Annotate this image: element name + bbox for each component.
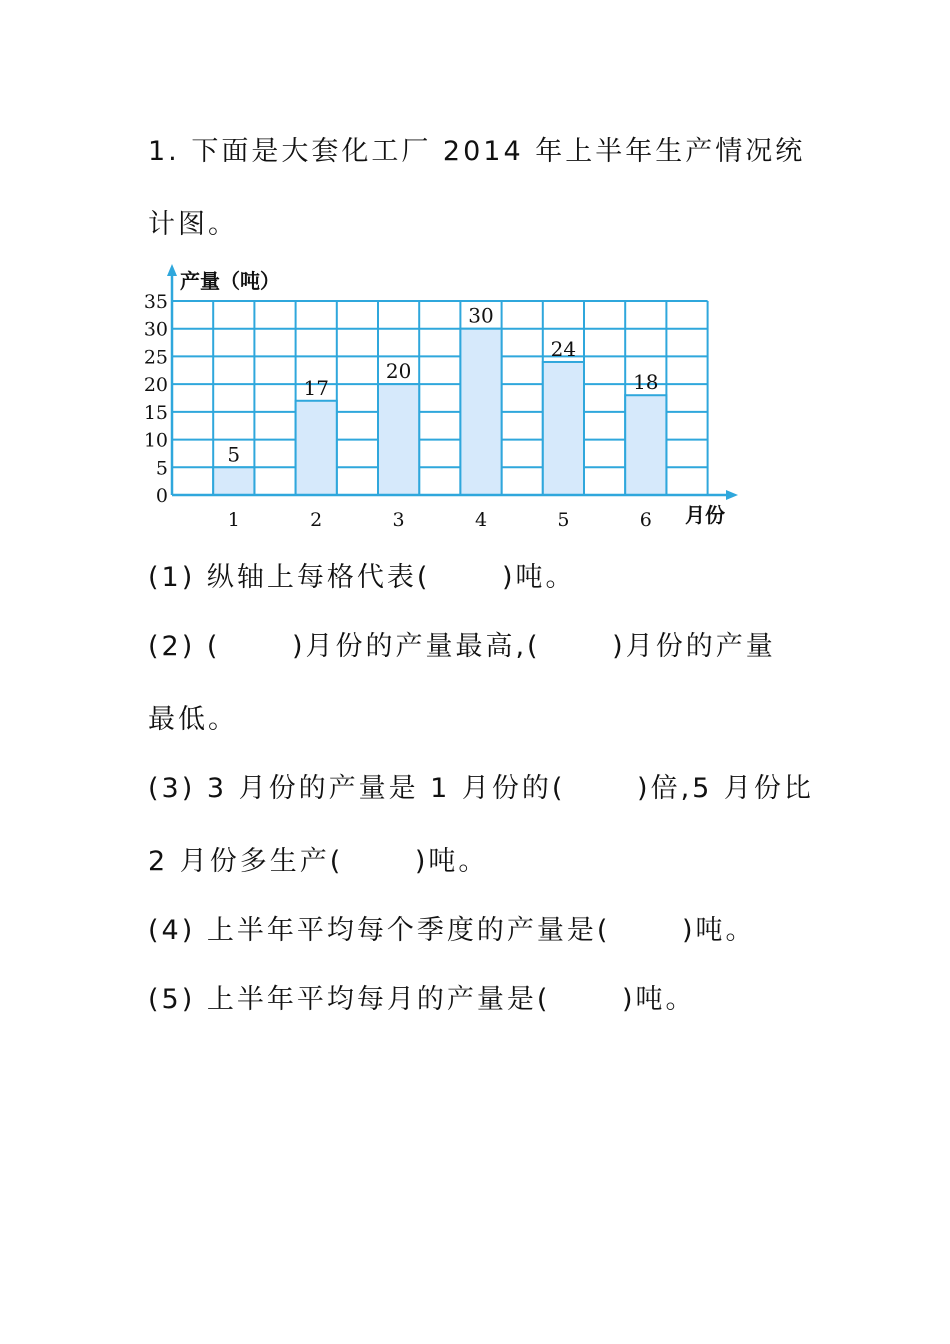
question-title-line2: 计图。 — [148, 209, 238, 240]
x-tick-labels — [228, 509, 652, 531]
sub-question-2-line2: 最低。 — [148, 704, 238, 735]
x-tick-label: 4 — [474, 509, 488, 531]
bar — [460, 329, 501, 495]
y-tick-label: 10 — [143, 429, 168, 452]
y-tick-label: 20 — [143, 374, 168, 397]
sub-question-3-line2: 2 月份多生产( )吨。 — [148, 846, 489, 877]
y-axis-arrow — [167, 264, 177, 276]
bar — [625, 395, 666, 495]
sub-question-5: (5) 上半年平均每月的产量是( )吨。 — [148, 984, 696, 1015]
bar-value-label: 5 — [227, 442, 241, 467]
bar — [543, 362, 584, 495]
bar-value-label: 30 — [468, 303, 494, 328]
bar — [296, 401, 337, 495]
bar-value-label: 20 — [385, 359, 412, 384]
x-tick-label: 6 — [639, 509, 652, 531]
y-tick-label: 5 — [155, 457, 168, 480]
bar — [378, 384, 419, 495]
x-tick-label: 1 — [227, 509, 240, 531]
x-axis-arrow — [726, 490, 738, 500]
production-bar-chart — [130, 262, 750, 542]
y-tick-label: 0 — [155, 485, 168, 507]
x-axis-title: 月份 — [685, 503, 725, 527]
question-title-line1: 1. 下面是大套化工厂 2014 年上半年生产情况统 — [148, 136, 806, 167]
y-tick-label: 30 — [143, 318, 168, 341]
bar-value-label: 24 — [550, 336, 577, 361]
sub-question-4: (4) 上半年平均每个季度的产量是( )吨。 — [148, 915, 756, 946]
bar-value-label: 18 — [633, 370, 659, 395]
sub-question-3-line1: (3) 3 月份的产量是 1 月份的( )倍,5 月份比 — [148, 773, 814, 804]
y-axis-title: 产量（吨） — [180, 269, 280, 293]
x-tick-label: 3 — [392, 509, 405, 531]
sub-question-1: (1) 纵轴上每格代表( )吨。 — [148, 562, 576, 593]
x-tick-label: 5 — [557, 509, 570, 531]
bar-value-label: 17 — [303, 375, 329, 400]
bar — [213, 467, 254, 495]
y-tick-labels — [144, 291, 168, 507]
y-tick-label: 25 — [143, 346, 168, 369]
x-tick-label: 2 — [310, 509, 323, 531]
y-tick-label: 15 — [143, 401, 168, 424]
y-tick-label: 35 — [143, 291, 168, 313]
sub-question-2-line1: (2) ( )月份的产量最高,( )月份的产量 — [148, 631, 776, 662]
